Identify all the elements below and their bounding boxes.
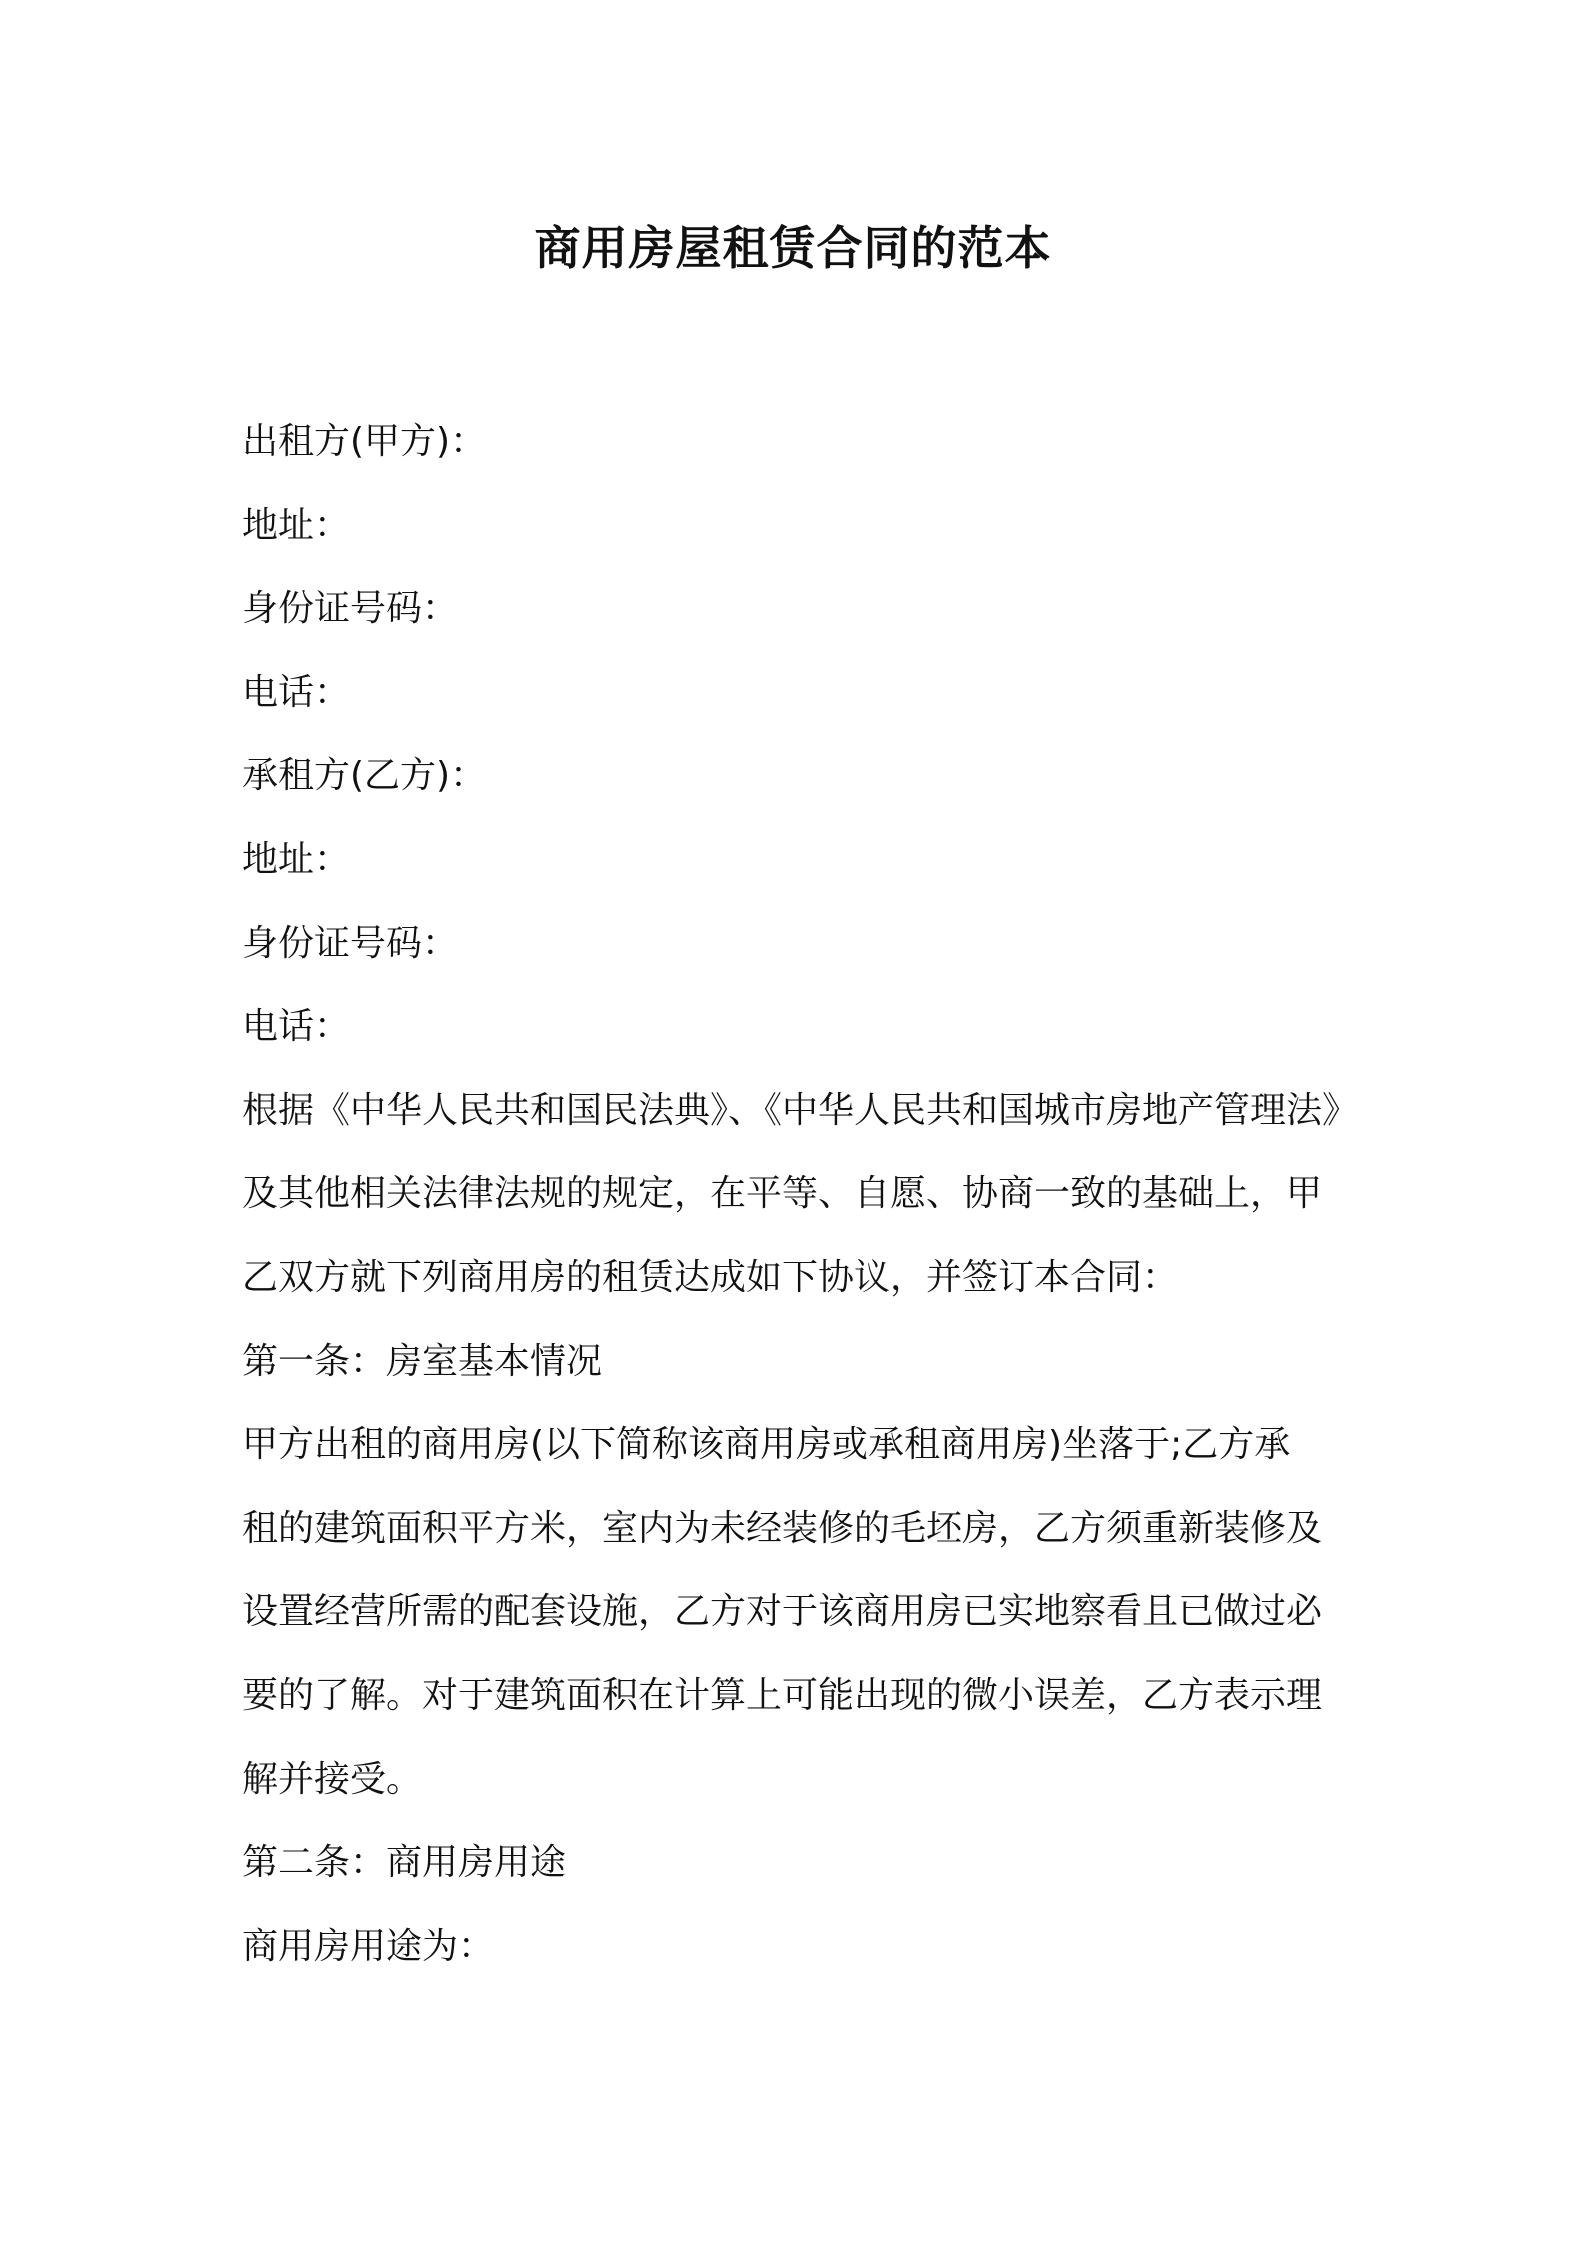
article-2-line-1: 商用房用途为： [242, 1925, 495, 1967]
lessor-phone-label: 电话： [242, 671, 351, 713]
article-1-line-3: 设置经营所需的配套设施，乙方对于该商用房已实地察看且已做过必 [242, 1591, 1323, 1633]
article-1-line-2: 租的建筑面积平方米，室内为未经装修的毛坯房，乙方须重新装修及 [242, 1507, 1323, 1549]
document-body [242, 400, 1362, 1988]
lessor-id-number-label: 身份证号码： [242, 588, 459, 630]
lessor-label: 出租方(甲方)： [242, 421, 487, 462]
article-2-heading: 第二条：商用房用途 [242, 1842, 567, 1884]
lessor-address-label: 地址： [242, 504, 351, 546]
lessee-id-number-label: 身份证号码： [242, 922, 459, 964]
lessee-address-label: 地址： [242, 838, 351, 880]
article-1-line-1: 甲方出租的商用房(以下简称该商用房或承租商用房)坐落于;乙方承 [242, 1424, 1291, 1466]
preamble-line-2: 及其他相关法律法规的规定，在平等、自愿、协商一致的基础上，甲 [242, 1173, 1323, 1215]
lessee-phone-label: 电话： [242, 1006, 351, 1048]
document-title: 商用房屋租赁合同的范本 [534, 221, 1052, 275]
preamble-line-1: 根据《中华人民共和国民法典》、《中华人民共和国城市房地产管理法》 [242, 1089, 1359, 1131]
article-1-line-4: 要的了解。对于建筑面积在计算上可能出现的微小误差，乙方表示理 [242, 1674, 1323, 1716]
lessee-label: 承租方(乙方)： [242, 755, 487, 797]
article-1-heading: 第一条：房室基本情况 [242, 1340, 603, 1382]
article-1-line-5: 解并接受。 [242, 1758, 423, 1800]
preamble-line-3: 乙双方就下列商用房的租赁达成如下协议，并签订本合同： [242, 1256, 1179, 1298]
